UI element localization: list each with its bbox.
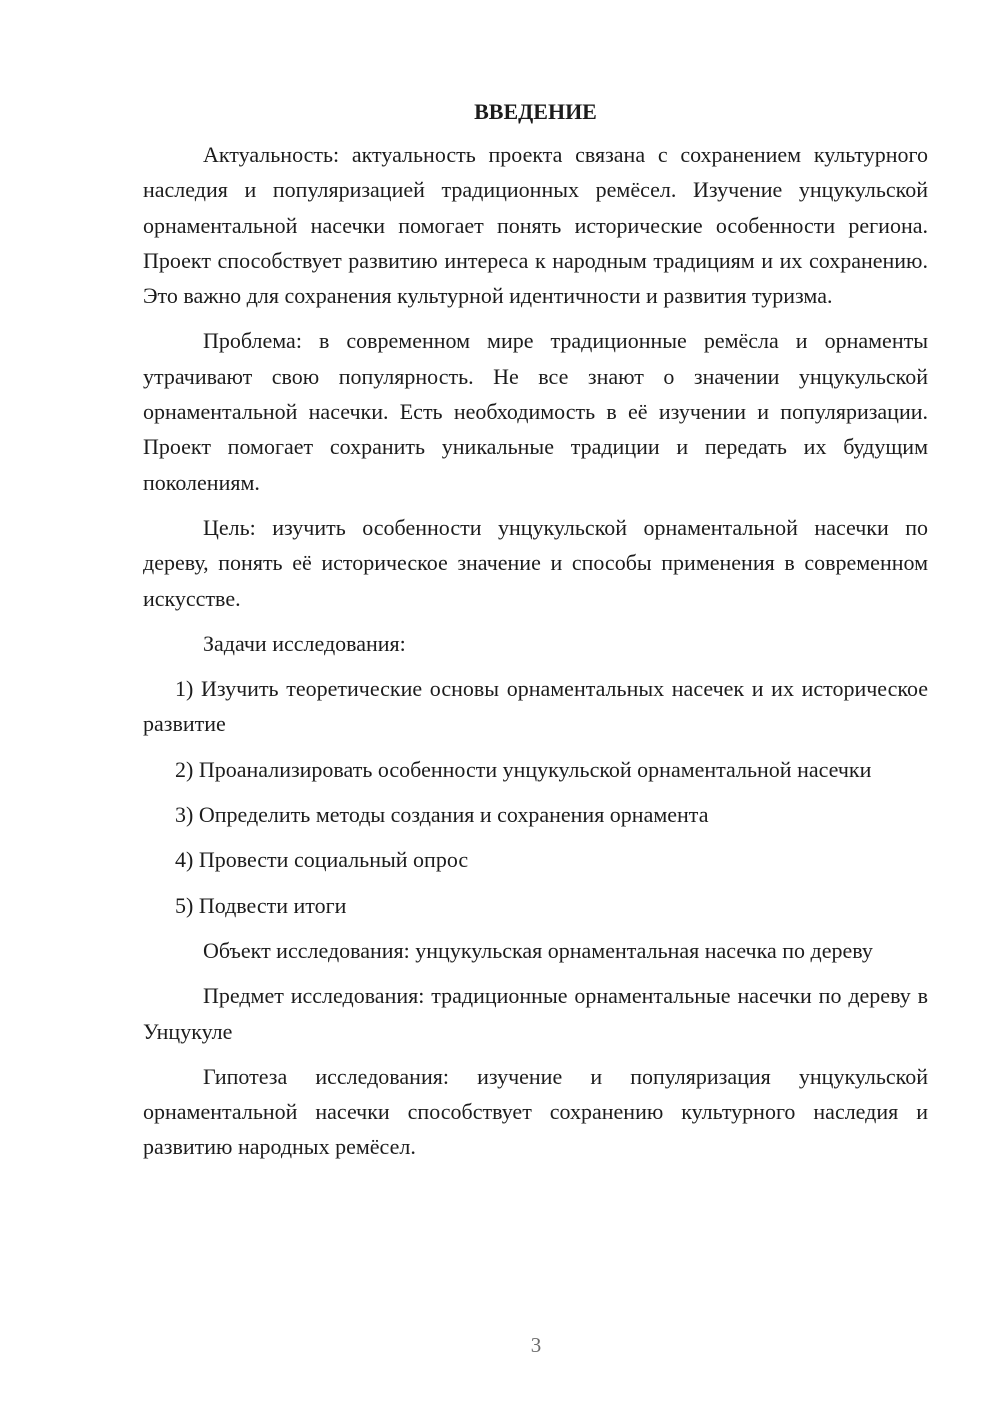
task-item: 4) Провести социальный опрос <box>175 847 469 873</box>
subject-paragraph: Предмет исследования: традиционные орнаментальные насечки по дереву в Унцукуле <box>143 983 928 1044</box>
page-number: 3 <box>530 1333 542 1357</box>
task-item: 5) Подвести итоги <box>175 892 347 918</box>
section-heading: ВВЕДЕНИЕ <box>474 99 597 124</box>
hypothesis-paragraph: Гипотеза исследования: изучение и популяризация унцукульской орнаментальной насечки способствует сохранению культурного наследия и развитию народных ремёсел. <box>143 1063 928 1160</box>
goal-paragraph: Цель: изучить особенности унцукульской орнаментальной насечки по дереву, понять её историческое значение и способы применения в современном искусстве. <box>143 514 928 611</box>
problem-paragraph: Проблема: в современном мире традиционные ремёсла и орнаменты утрачивают свою популярность. Не все знают о значении унцукульской орнаментальной насечки. Есть необходимость в её изучении и популяризации. Проект помогает сохранить уникальные традиции и передать их будущим поколениям. <box>143 328 928 495</box>
page-body <box>143 94 928 1175</box>
task-item: 1) Изучить теоретические основы орнаментальных насечек и их историческое развитие <box>143 676 928 737</box>
relevance-paragraph: Актуальность: актуальность проекта связана с сохранением культурного наследия и популяризацией традиционных ремёсел. Изучение унцукульской орнаментальной насечки помогает понять исторические особенности региона. Проект способствует развитию интереса к народным традициям и их сохранению. Это важно для сохранения культурной идентичности и развития туризма. <box>143 142 928 309</box>
object-paragraph: Объект исследования: унцукульская орнаментальная насечка по дереву <box>203 937 873 963</box>
task-item: 2) Проанализировать особенности унцукульской орнаментальной насечки <box>175 756 872 782</box>
task-item: 3) Определить методы создания и сохранения орнамента <box>175 802 709 828</box>
tasks-title: Задачи исследования: <box>203 630 406 656</box>
